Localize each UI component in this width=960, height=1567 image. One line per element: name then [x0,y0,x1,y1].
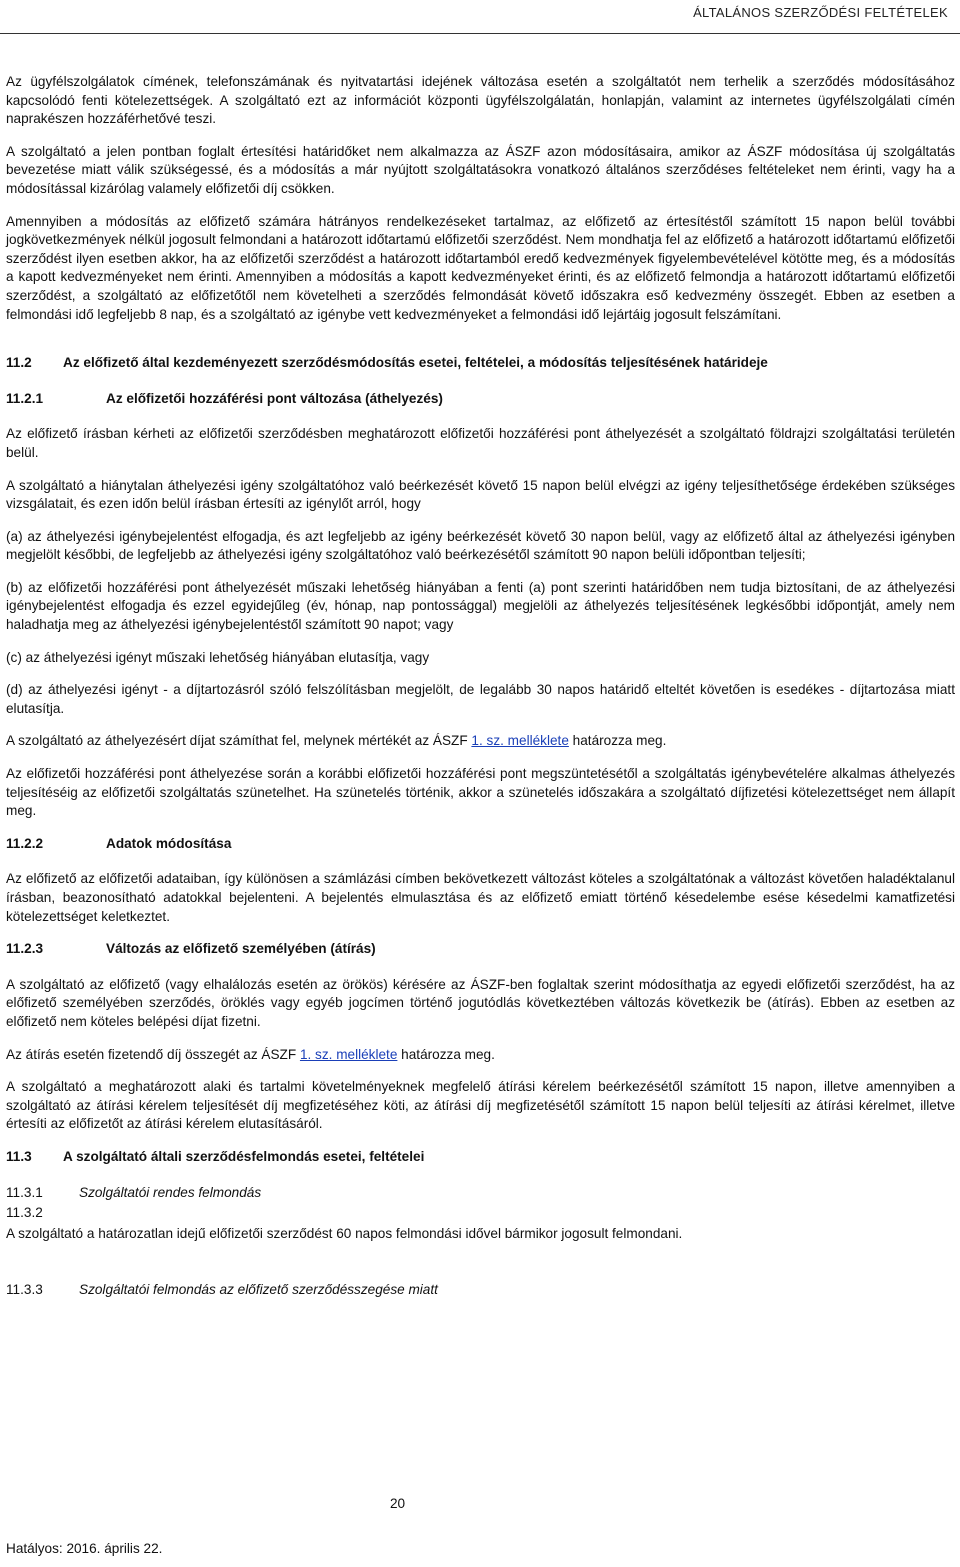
page-number: 20 [390,1496,406,1511]
paragraph-with-link [6,732,955,751]
paragraph: A szolgáltató a jelen pontban foglalt értesítési határidőket nem alkalmazza az ÁSZF azon módosításaira, amikor az ÁSZF módosítása új szolgáltatás bevezetése miatt válik szükségessé, és a módosítás a már nyújtott szolgáltatásokra vonatkozó általános szerződéses feltételeket nem érinti, vagy ha a módosítással kizárólag valamely előfizetői díj csökken. [6,143,955,196]
section-heading-11-3-3 [6,1281,955,1300]
paragraph: Az előfizető az előfizetői adataiban, így különösen a számlázási címben bekövetkezett változást köteles a szolgáltatónak a változást követően haladéktalanul írásban, beazonosítható adatokkal bejelenteni. A bejelentés elmulasztása és az előfizető emiatt történő késedelembe esése késedelmi kamatfizetési kötelezettséget keletkeztet. [6,871,955,924]
paragraph-text: határozza meg. [397,1046,495,1062]
section-number: 11.2.3 [6,941,44,957]
section-number: 11.3.2 [6,1205,43,1221]
section-number: 11.3.3 [6,1282,43,1298]
section-title: Szolgáltatói felmondás az előfizető szerződésszegése miatt [79,1282,438,1298]
list-item-a: (a) az áthelyezési igénybejelentést elfogadja, és azt legfeljebb az igény beérkezését követő 30 napon belül, vagy az előfizető által az áthelyezési igényben megjelölt későbbi, de legfeljebb az áthelyezési igény szolgáltatóhoz való beérkezésétől számított 90 napon belüli időpontban teljesíti; [6,528,955,563]
section-number: 11.3.1 [6,1184,43,1200]
paragraph-text: határozza meg. [568,733,667,749]
annex-1-link[interactable]: 1. sz. melléklete [471,733,569,749]
section-number: 11.3 [6,1148,32,1164]
section-heading-11-2 [6,354,955,373]
section-heading-11-2-3 [6,940,955,959]
section-title: Az előfizető által kezdeményezett szerződésmódosítás esetei, feltételei, a módosítás teljesítésének határideje [63,355,768,371]
section-title: Változás az előfizető személyében (átírás) [106,941,376,957]
section-number: 11.2 [6,355,32,371]
paragraph: A szolgáltató az előfizető (vagy elhalálozás esetén az örökös) kérésére az ÁSZF-ben foglaltak szerint módosíthatja az egyedi előfizetői szerződést, ha az előfizető személyében szerződés, öröklés vagy egyéb jogcímen történő jogutódlás következtében változás következik be (átírás). Ebben az esetben az előfizető nem köteles belépési díjat fizetni. [6,976,955,1029]
section-heading-11-2-2 [6,835,955,854]
section-heading-11-2-1 [6,390,955,409]
section-title: Adatok módosítása [106,835,232,851]
paragraph: A szolgáltató a meghatározott alaki és tartalmi követelményeknek megfelelő átírási kérelem beérkezésétől számított 15 napon, illetve amennyiben a szolgáltató az átírási kérelem teljesítését díj megfizetéséhez köti, az átírási díj megfizetésétől számított 15 napon belül teljesíti az átírási kérelmet, illetve értesíti az előfizetőt az átírási kérelem elutasításáról. [6,1079,955,1132]
section-title: A szolgáltató általi szerződésfelmondás esetei, feltételei [63,1148,425,1164]
section-heading-11-3 [6,1148,955,1167]
paragraph-with-link [6,1046,955,1065]
paragraph-text: A szolgáltató az áthelyezésért díjat számíthat fel, melynek mértékét az ÁSZF [6,733,472,749]
list-item-b: (b) az előfizetői hozzáférési pont áthelyezését műszaki lehetőség hiányában a fenti (a) pont szerinti határidőben nem tudja biztosítani, de az áthelyezési igénybejelentést elfogadja és ezzel egyidejűleg (év, hónap, nap pontossággal) megjelöli az áthelyezés teljesítésének legkésőbbi időpontját, amely nem haladhatja meg az áthelyezési igénybejelentéstől számított 90 napot; vagy [6,579,955,633]
paragraph: Az előfizetői hozzáférési pont áthelyezése során a korábbi előfizetői hozzáférési pont megszüntetésétől a szolgáltatás igénybevételére alkalmas áthelyezés teljesítéséig az előfizetői szolgáltatás szünetelhet. Ha szünetelés történik, akkor a szünetelés időszakára a szolgáltató díjfizetési kötelezettséget nem állapít meg. [6,766,955,819]
paragraph: Az előfizető írásban kérheti az előfizetői szerződésben meghatározott előfizetői hozzáférési pont áthelyezését a szolgáltató földrajzi szolgáltatási területén belül. [6,426,955,460]
section-heading-11-3-1 [6,1184,955,1203]
section-number: 11.2.1 [6,390,44,406]
section-title: Az előfizetői hozzáférési pont változása (áthelyezés) [106,390,443,406]
document-body [6,73,955,1317]
paragraph: A szolgáltató a határozatlan idejű előfizetői szerződést 60 napos felmondási idővel bármikor jogosult felmondani. [6,1225,683,1241]
document-header-title: ÁLTALÁNOS SZERZŐDÉSI FELTÉTELEK [693,5,948,20]
paragraph: A szolgáltató a hiánytalan áthelyezési igény szolgáltatóhoz való beérkezését követő 15 napon belül elvégzi az igény teljesíthetősége érdekében szükséges vizsgálatait, és ezen időn belül írásban értesíti az igénylőt arról, hogy [6,477,955,512]
paragraph: Amennyiben a módosítás az előfizető számára hátrányos rendelkezéseket tartalmaz, az előfizető az értesítéstől számított 15 napon belül további jogkövetkezmények nélkül jogosult felmondani a határozott időtartamú előfizetői szerződést. Nem mondhatja fel az előfizető a határozott időtartamú előfizetői szerződést ilyen esetben akkor, ha az előfizetői szerződést a határozott időtartamból eredő kedvezmények figyelembevételével kötötte meg, és a módosítás a kapott kedvezményeket nem érinti. Amennyiben a módosítás a kapott kedvezményeket érinti, és az előfizető felmondja a határozott időtartamú előfizetői szerződést, a szolgáltató az előfizetőtől nem követelheti a szerződés felmondását követő időszakra eső kedvezmény összegét. Ebben az esetben a felmondási idő legfeljebb 8 nap, és a szolgáltató az igénybe vett kedvezményeket a felmondási idő lejártáig jogosult felszámítani. [6,213,955,322]
list-item-c: (c) az áthelyezési igényt műszaki lehetőség hiányában elutasítja, vagy [6,649,430,665]
paragraph: Az ügyfélszolgálatok címének, telefonszámának és nyitvatartási idejének változása esetén a szolgáltatót nem terhelik a szerződés módosításához kapcsolódó fenti kötelezettségek. A szolgáltató ezt az információt központi ügyfélszolgálatán, honlapján, valamint az internetes ügyfélszolgálati címén naprakészen hozzáférhetővé teszi. [6,74,955,127]
section-title: Szolgáltatói rendes felmondás [79,1184,262,1200]
header-divider [0,33,960,34]
effective-date: Hatályos: 2016. április 22. [6,1541,163,1556]
section-heading-11-3-2 [6,1204,955,1223]
annex-1-link[interactable]: 1. sz. melléklete [299,1046,398,1062]
paragraph-text: Az átírás esetén fizetendő díj összegét az ÁSZF [6,1046,300,1062]
list-item-d: (d) az áthelyezési igényt - a díjtartozásról szóló felszólításban megjelölt, de legalább 30 napos határidő elteltét követően is esedékes - díjtartozása miatt elutasítja. [6,682,955,716]
section-number: 11.2.2 [6,835,44,851]
